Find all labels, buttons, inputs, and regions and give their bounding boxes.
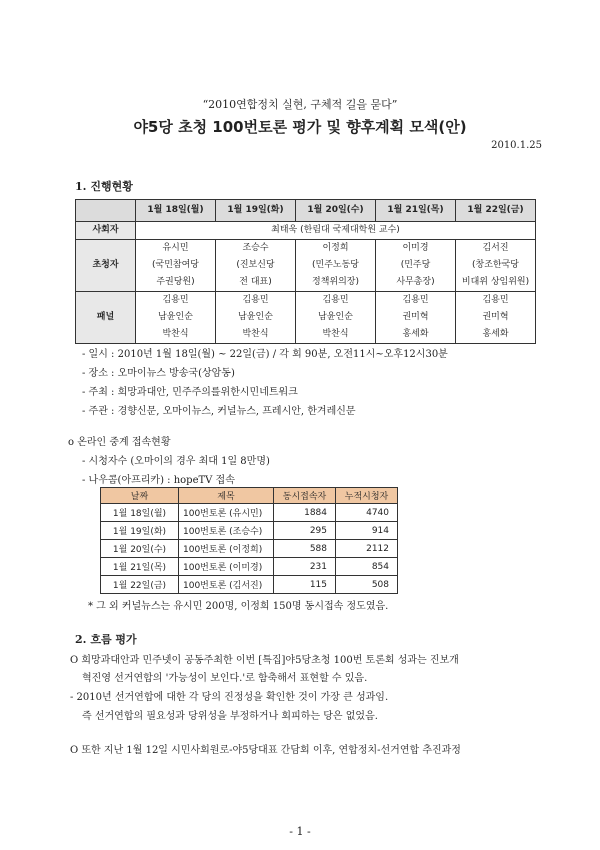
- stats-date: 1월 22일(금): [101, 576, 179, 594]
- panel-cell: 김용민 남윤인순 박찬식: [296, 292, 376, 344]
- info-line: - 장소 : 오마이뉴스 방송국(상암동): [82, 368, 235, 379]
- info-line: - 주관 : 경향신문, 오마이뉴스, 커널뉴스, 프레시안, 한겨레신문: [82, 406, 356, 417]
- guest-cell: 김서진 (창조한국당 비대위 상임위원): [456, 240, 536, 292]
- info-line: - 일시 : 2010년 1월 18일(월) ~ 22일(금) / 각 회 90분, 오전11시~오후12시30분: [82, 349, 448, 360]
- schedule-date-cell: 1월 18일(월): [136, 200, 216, 222]
- document-subtitle: “2010연합정치 실현, 구체적 길을 묻다”: [202, 98, 398, 111]
- stats-cumulative: 914: [336, 522, 398, 540]
- schedule-header-row: [76, 200, 536, 222]
- guest-cell: 유시민 (국민참여당 주권당원): [136, 240, 216, 292]
- stats-concurrent: 231: [274, 558, 336, 576]
- schedule-corner-cell: [76, 200, 136, 222]
- stats-title: 100번토론 (조승수): [179, 522, 274, 540]
- schedule-date-cell: 1월 21일(목): [376, 200, 456, 222]
- stats-date: 1월 20일(수): [101, 540, 179, 558]
- guest-cell: 이정희 (민주노동당 정책위의장): [296, 240, 376, 292]
- schedule-date-cell: 1월 20일(수): [296, 200, 376, 222]
- stats-cumulative: 508: [336, 576, 398, 594]
- info-line: - 주최 : 희망과대안, 민주주의를위한시민네트워크: [82, 387, 298, 398]
- moderator-cell: 최태욱 (한림대 국제대학원 교수): [136, 222, 536, 240]
- document-date: 2010.1.25: [491, 140, 542, 151]
- document-title: 야5당 초청 100번토론 평가 및 향후계획 모색(안): [133, 118, 467, 136]
- body-line: O 또한 지난 1월 12일 시민사회원로-야5당대표 간담회 이후, 연합정치-선거연합 추진과정: [70, 745, 461, 756]
- stats-date: 1월 21일(목): [101, 558, 179, 576]
- stats-note: * 그 외 커널뉴스는 유시민 200명, 이정희 150명 동시접속 정도였음.: [88, 601, 389, 612]
- table-row: [101, 522, 398, 540]
- body-line: 혁진영 선거연합의 '가능성이 보인다.'로 함축해서 표현할 수 있음.: [82, 673, 368, 684]
- page-number: - 1 -: [289, 825, 311, 838]
- guest-label: 초청자: [76, 240, 136, 292]
- panel-cell: 김용민 권미혁 홍세화: [376, 292, 456, 344]
- stats-date: 1월 18일(월): [101, 504, 179, 522]
- section-2-heading: 2. 흐름 평가: [75, 633, 137, 646]
- schedule-moderator-row: [76, 222, 536, 240]
- table-row: [101, 576, 398, 594]
- stats-concurrent: 588: [274, 540, 336, 558]
- body-line: - 2010년 선거연합에 대한 각 당의 진정성을 확인한 것이 가장 큰 성과임.: [70, 692, 389, 703]
- panel-label: 패널: [76, 292, 136, 344]
- table-row: [101, 540, 398, 558]
- body-line: 즉 선거연합의 필요성과 당위성을 부정하거나 회피하는 당은 없었음.: [82, 711, 378, 722]
- schedule-date-cell: 1월 19일(화): [216, 200, 296, 222]
- stats-concurrent: 115: [274, 576, 336, 594]
- stats-concurrent: 295: [274, 522, 336, 540]
- section-1-heading: 1. 진행현황: [75, 180, 133, 193]
- panel-cell: 김용민 남윤인순 박찬식: [216, 292, 296, 344]
- guest-cell: 조승수 (진보신당 전 대표): [216, 240, 296, 292]
- schedule-guest-row: [76, 240, 536, 292]
- stats-concurrent: 1884: [274, 504, 336, 522]
- viewer-stats-table: [100, 487, 398, 594]
- table-row: [101, 504, 398, 522]
- schedule-date-cell: 1월 22일(금): [456, 200, 536, 222]
- schedule-table: [75, 199, 536, 344]
- stats-header-row: [101, 488, 398, 504]
- stats-date: 1월 19일(화): [101, 522, 179, 540]
- stats-cumulative: 854: [336, 558, 398, 576]
- table-row: [101, 558, 398, 576]
- stats-cumulative: 4740: [336, 504, 398, 522]
- stats-title: 100번토론 (유시민): [179, 504, 274, 522]
- stats-header-cell: 제목: [179, 488, 274, 504]
- schedule-panel-row: [76, 292, 536, 344]
- guest-cell: 이미경 (민주당 사무총장): [376, 240, 456, 292]
- body-line: O 희망과대안과 민주넷이 공동주최한 이번 [특집]야5당초청 100번 토론회 성과는 진보개: [70, 655, 459, 666]
- stats-title: 100번토론 (이정희): [179, 540, 274, 558]
- online-line: - 시청자수 (오마이의 경우 최대 1일 8만명): [82, 456, 270, 467]
- panel-cell: 김용민 권미혁 홍세화: [456, 292, 536, 344]
- stats-header-cell: 날짜: [101, 488, 179, 504]
- stats-cumulative: 2112: [336, 540, 398, 558]
- moderator-label: 사회자: [76, 222, 136, 240]
- stats-title: 100번토론 (김서진): [179, 576, 274, 594]
- stats-header-cell: 누적시청자: [336, 488, 398, 504]
- online-heading: o 온라인 중계 접속현황: [68, 437, 171, 448]
- stats-title: 100번토론 (이미경): [179, 558, 274, 576]
- online-line: - 나우콤(아프리카) : hopeTV 접속: [82, 475, 235, 486]
- panel-cell: 김용민 남윤인순 박찬식: [136, 292, 216, 344]
- stats-header-cell: 동시접속자: [274, 488, 336, 504]
